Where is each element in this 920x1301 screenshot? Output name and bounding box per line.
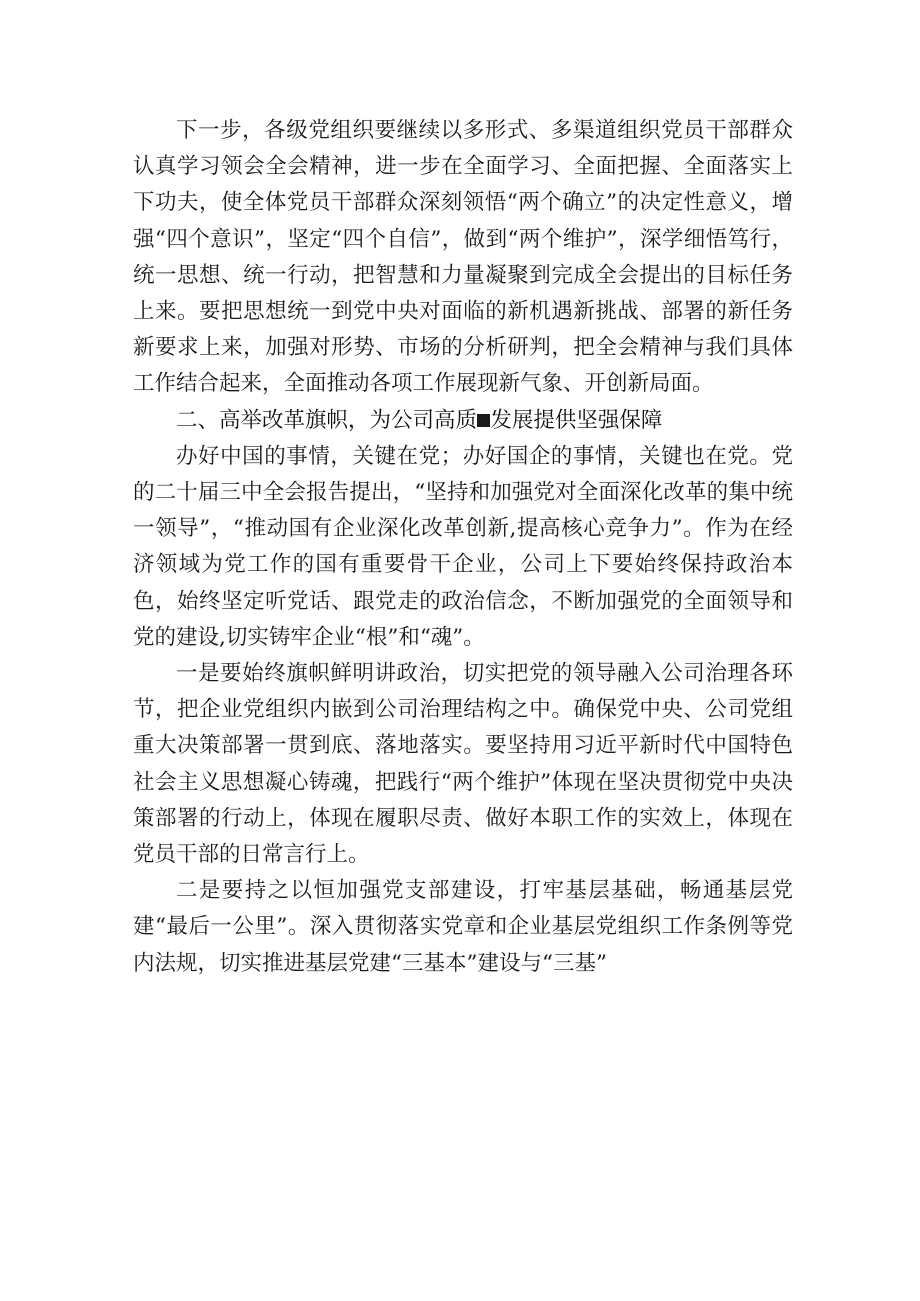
section-heading-text-start: 二、高举改革旗帜，为公司高质: [176, 407, 478, 433]
unrendered-glyph-box: [477, 414, 490, 427]
document-page: [133, 113, 793, 982]
body-paragraph-party-leadership: 办好中国的事情，关键在党；办好国企的事情，关键也在党。党的二十届三中全会报告提出，“坚持和加强党对全面深化改革的集中统一领导”，“推动国有企业深化改革创新,提高核心竞争力”。作为在经济领域为党工作的国有重要骨干企业，公司上下要始终保持政治本色，始终坚定听党话、跟党走的政治信念，不断加强党的全面领导和党的建设,切实铸牢企业“根”和“魂”。: [133, 443, 793, 650]
section-heading-text-end: 发展提供坚强保障: [490, 407, 663, 433]
body-paragraph-next-steps: 下一步，各级党组织要继续以多形式、多渠道组织党员干部群众认真学习领会全会精神，进一步在全面学习、全面把握、全面落实上下功夫，使全体党员干部群众深刻领悟“两个确立”的决定性意义，增强“四个意识”，坚定“四个自信”，做到“两个维护”，深学细悟笃行，统一思想、统一行动，把智慧和力量凝聚到完成全会提出的目标任务上来。要把思想统一到党中央对面临的新机遇新挑战、部署的新任务新要求上来，加强对形势、市场的分析研判，把全会精神与我们具体工作结合起来，全面推动各项工作展现新气象、开创新局面。: [133, 118, 793, 397]
body-paragraph-point-one: 一是要始终旗帜鲜明讲政治，切实把党的领导融入公司治理各环节，把企业党组织内嵌到公司治理结构之中。确保党中央、公司党组重大决策部署一贯到底、落地落实。要坚持用习近平新时代中国特色社会主义思想凝心铸魂，把践行“两个维护”体现在坚决贯彻党中央决策部署的行动上，体现在履职尽责、做好本职工作的实效上，体现在党员干部的日常言行上。: [133, 661, 793, 868]
body-paragraph-point-two: 二是要持之以恒加强党支部建设，打牢基层基础，畅通基层党建“最后一公里”。深入贯彻落实党章和企业基层党组织工作条例等党内法规，切实推进基层党建“三基本”建设与“三基”: [133, 878, 793, 976]
section-heading: [133, 403, 793, 439]
